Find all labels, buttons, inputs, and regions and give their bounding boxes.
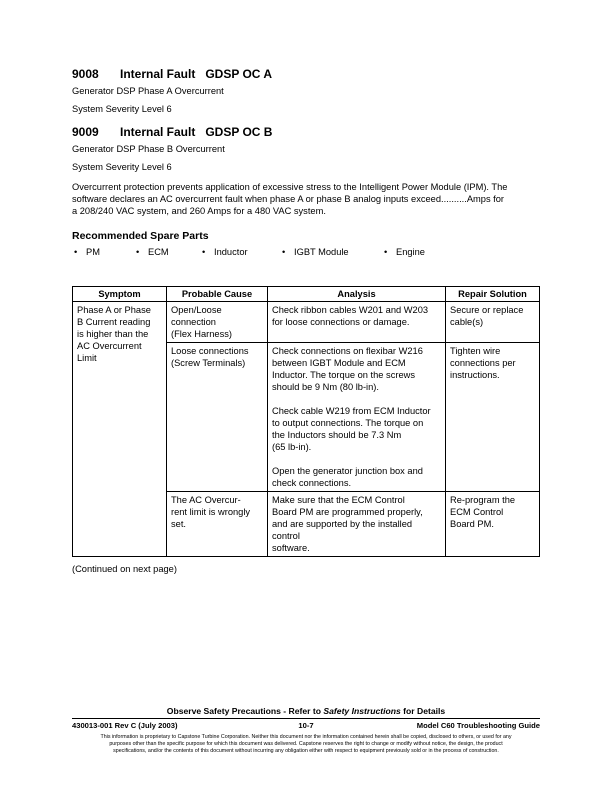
table-row — [73, 302, 540, 343]
table-header-row — [73, 287, 540, 302]
header-repair-solution: Repair Solution — [446, 287, 540, 302]
fault-name: GDSP OC B — [205, 125, 273, 139]
paragraph-line: Overcurrent protection prevents application of excessive stress to the Intelligent Power Module (IPM). The — [72, 182, 508, 192]
fault-code: 9008 — [72, 67, 99, 81]
fault-code: 9009 — [72, 125, 99, 139]
analysis-cell: Check ribbon cables W201 and W203 for loose connections or damage. — [268, 302, 446, 343]
fault-description: Generator DSP Phase B Overcurrent — [72, 144, 225, 154]
bullet-icon: • — [282, 247, 286, 257]
cause-cell: Loose connections (Screw Terminals) — [167, 343, 268, 492]
fault-name: GDSP OC A — [205, 67, 273, 81]
bullet-icon: • — [136, 247, 140, 257]
fault-type: Internal Fault — [120, 67, 196, 81]
analysis-cell: Check connections on flexibar W216 between IGBT Module and ECM Inductor. The torque on the screws should be 9 Nm (80 lb-in). Check cable W219 from ECM Inductor to output connections. The torque on the Inductors should be 7.3 Nm (65 lb-in). Open the generator junction box and check connections. — [268, 343, 446, 492]
header-probable-cause: Probable Cause — [167, 287, 268, 302]
repair-cell: Tighten wire connections per instructions. — [446, 343, 540, 492]
bullet-icon: • — [202, 247, 206, 257]
footer-row — [72, 721, 540, 730]
paragraph-line: a 208/240 VAC system, and 260 Amps for a 480 VAC system. — [72, 206, 326, 216]
cause-cell: Open/Loose connection (Flex Harness) — [167, 302, 268, 343]
fault-heading-9008 — [72, 66, 540, 82]
page-content — [72, 66, 540, 575]
overcurrent-paragraph — [72, 181, 540, 217]
spare-parts-list — [72, 246, 540, 258]
legal-notice: This information is proprietary to Capstone Turbine Corporation. Neither this document nor the information contained herein shall be copied, disclosed to others, or used for any purposes other than the specific purpose for which this document was delivered. Capstone reserves the right to change or modify without notice, the design, the product specifications, and/or the contents of this document without incurring any obligation either with respect to equipment previously sold or in the process of construction. — [100, 734, 512, 754]
fault-description: Generator DSP Phase A Overcurrent — [72, 86, 224, 96]
symptom-cell: Phase A or Phase B Current reading is higher than the AC Overcurrent Limit — [73, 302, 167, 557]
troubleshooting-table — [72, 286, 540, 557]
spare-parts-heading: Recommended Spare Parts — [72, 230, 209, 242]
list-item: • Engine — [384, 247, 425, 257]
fault-heading-9009 — [72, 124, 540, 140]
analysis-cell: Make sure that the ECM Control Board PM are programmed properly, and are supported by the installed control software. — [268, 492, 446, 557]
repair-cell: Secure or replace cable(s) — [446, 302, 540, 343]
list-item: • PM — [74, 247, 100, 257]
fault-severity: System Severity Level 6 — [72, 104, 172, 114]
continued-note: (Continued on next page) — [72, 564, 177, 574]
page-number: 10-7 — [298, 721, 314, 730]
list-item: • IGBT Module — [282, 247, 349, 257]
footer-divider — [72, 718, 540, 719]
paragraph-line: software declares an AC overcurrent fault when phase A or phase B analog inputs exceed..........Amps for — [72, 194, 505, 204]
fault-type: Internal Fault — [120, 125, 196, 139]
safety-notice: Observe Safety Precautions - Refer to Safety Instructions for Details — [166, 706, 446, 716]
header-symptom: Symptom — [73, 287, 167, 302]
fault-severity: System Severity Level 6 — [72, 162, 172, 172]
guide-title: Model C60 Troubleshooting Guide — [416, 721, 540, 730]
bullet-icon: • — [384, 247, 388, 257]
header-analysis: Analysis — [268, 287, 446, 302]
list-item: • ECM — [136, 247, 169, 257]
doc-number: 430013-001 Rev C (July 2003) — [72, 721, 178, 730]
repair-cell: Re-program the ECM Control Board PM. — [446, 492, 540, 557]
list-item: • Inductor — [202, 247, 248, 257]
safety-instructions-ref: Safety Instructions — [323, 706, 401, 716]
bullet-icon: • — [74, 247, 78, 257]
cause-cell: The AC Overcur- rent limit is wrongly set. — [167, 492, 268, 557]
